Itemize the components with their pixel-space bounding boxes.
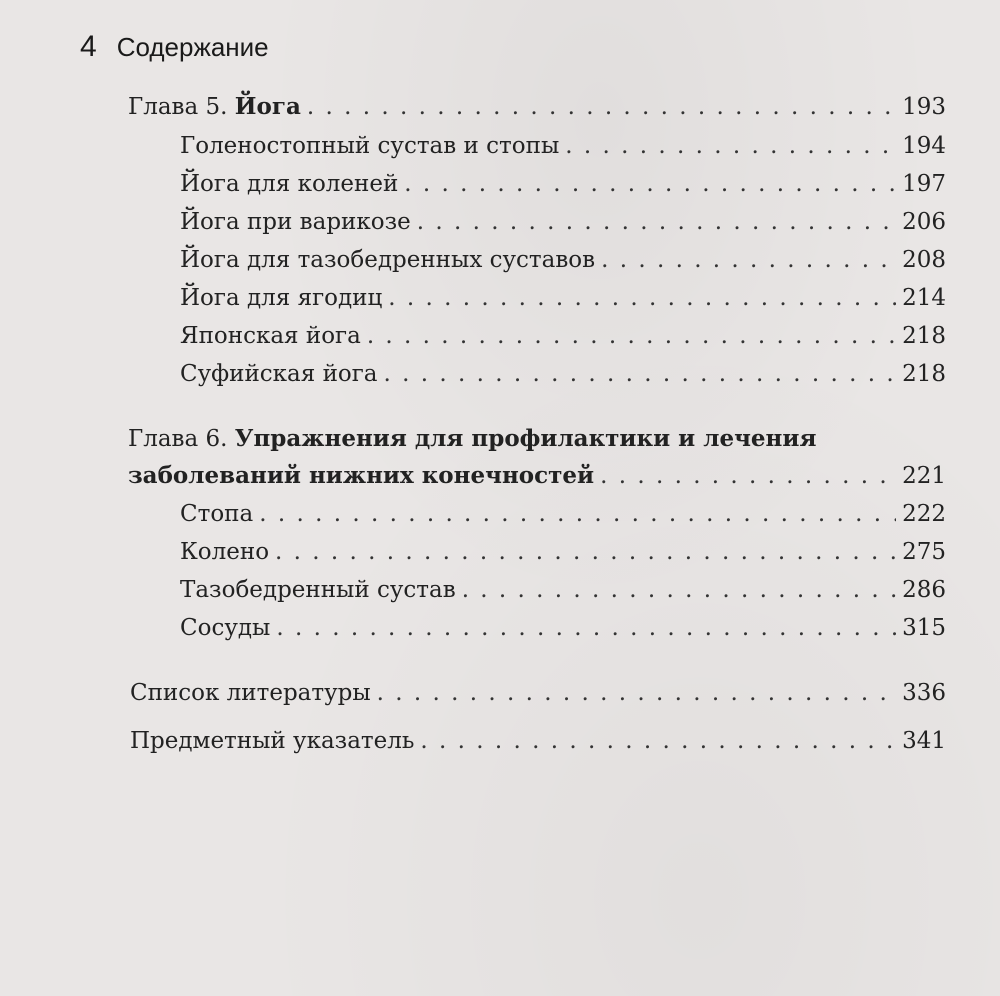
- leader-dots: [388, 283, 896, 313]
- entry-label: Стопа: [180, 501, 254, 527]
- leader-dots: [417, 207, 896, 237]
- entry-label: Йога при варикозе: [180, 209, 411, 235]
- page-ref: 214: [902, 285, 946, 311]
- entry-label: Йога для коленей: [180, 171, 399, 197]
- toc-entry-chapter-6-line1[interactable]: [128, 424, 816, 454]
- chapter-title: Упражнения для профилактики и лечения: [234, 425, 817, 452]
- toc-entry[interactable]: [180, 321, 946, 351]
- entry-label: Список литературы: [130, 680, 371, 706]
- page-ref: 222: [902, 501, 946, 527]
- page-ref: 193: [902, 94, 946, 120]
- entry-label: Голеностопный сустав и стопы: [180, 133, 560, 159]
- toc-entry[interactable]: [180, 169, 946, 199]
- chapter-title: Йога: [234, 93, 301, 120]
- page-ref: 206: [902, 209, 946, 235]
- toc-entry[interactable]: [180, 283, 946, 313]
- chapter-prefix: Глава 5.: [128, 94, 228, 120]
- page-ref: 286: [902, 577, 946, 603]
- leader-dots: [462, 575, 896, 605]
- entry-label: Йога для ягодиц: [180, 285, 383, 311]
- toc-entry[interactable]: [180, 499, 946, 529]
- page-ref: 336: [902, 680, 946, 706]
- toc-entry-chapter-6[interactable]: [128, 461, 946, 491]
- leader-dots: [404, 169, 896, 199]
- leader-dots: [275, 537, 896, 567]
- chapter-title-cont: заболеваний нижних конечностей: [128, 462, 595, 489]
- entry-label: Японская йога: [180, 323, 361, 349]
- page-ref: 208: [902, 247, 946, 273]
- leader-dots: [565, 131, 896, 161]
- page-ref: 275: [902, 539, 946, 565]
- entry-label: Йога для тазобедренных суставов: [180, 247, 596, 273]
- toc-entry[interactable]: [180, 575, 946, 605]
- entry-label: Колено: [180, 539, 270, 565]
- page-ref: 197: [902, 171, 946, 197]
- page-ref: 194: [902, 133, 946, 159]
- entry-label: Сосуды: [180, 615, 271, 641]
- entry-label: Суфийская йога: [180, 361, 378, 387]
- page-ref: 315: [902, 615, 946, 641]
- leader-dots: [600, 461, 896, 491]
- leader-dots: [259, 499, 896, 529]
- toc-entry[interactable]: [180, 537, 946, 567]
- toc-entry[interactable]: [180, 131, 946, 161]
- toc-entry-chapter-5[interactable]: [128, 92, 946, 122]
- leader-dots: [601, 245, 896, 275]
- toc-entry[interactable]: [180, 359, 946, 389]
- toc-entry[interactable]: [180, 245, 946, 275]
- leader-dots: [384, 359, 897, 389]
- toc-entry[interactable]: [180, 207, 946, 237]
- page-ref: 218: [902, 323, 946, 349]
- chapter-prefix: Глава 6.: [128, 426, 228, 452]
- entry-label: Предметный указатель: [130, 728, 415, 754]
- entry-label: Тазобедренный сустав: [180, 577, 456, 603]
- leader-dots: [307, 92, 896, 122]
- toc-entry-bibliography[interactable]: [130, 678, 946, 708]
- page-ref: 221: [902, 463, 946, 489]
- page-ref: 218: [902, 361, 946, 387]
- leader-dots: [377, 678, 896, 708]
- leader-dots: [367, 321, 896, 351]
- header-title: Содержание: [116, 32, 269, 62]
- toc-entry-subject-index[interactable]: [130, 726, 946, 756]
- page-number: 4: [80, 30, 97, 63]
- page-ref: 341: [902, 728, 946, 754]
- toc-entry[interactable]: [180, 613, 946, 643]
- leader-dots: [420, 726, 896, 756]
- leader-dots: [276, 613, 896, 643]
